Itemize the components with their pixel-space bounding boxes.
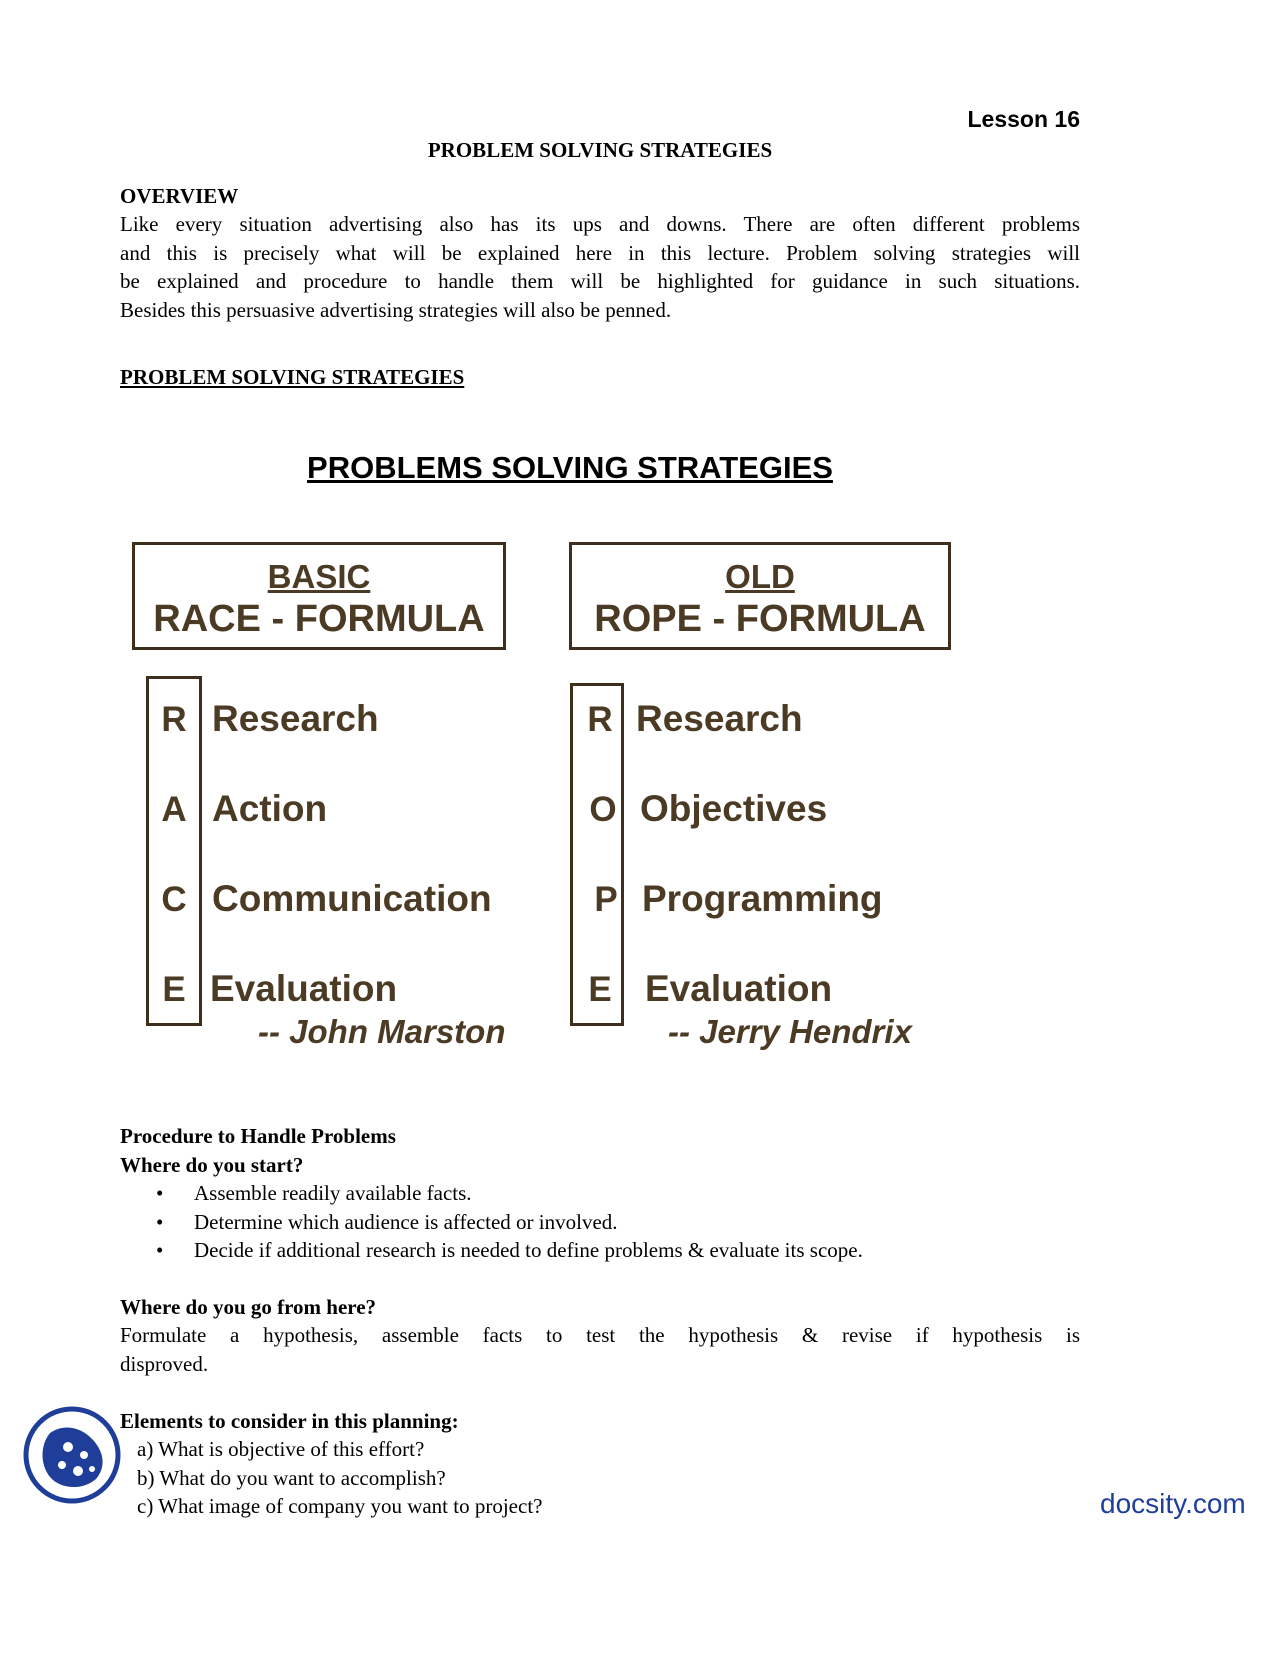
- rope-letter: E: [588, 970, 612, 1009]
- list-item-text: Determine which audience is affected or involved.: [194, 1209, 618, 1234]
- rope-word: Programming: [642, 878, 883, 919]
- race-box-formula: RACE - FORMULA: [153, 598, 485, 640]
- overview-line: Like every situation advertising also has its ups and downs. There are often different problems: [120, 212, 1080, 236]
- race-formula-box: [132, 542, 506, 650]
- lesson-label: Lesson 16: [967, 106, 1080, 132]
- rope-letter: P: [594, 880, 618, 919]
- race-box-top: BASIC: [267, 558, 371, 595]
- section-heading: PROBLEM SOLVING STRATEGIES: [120, 365, 465, 389]
- list-item: b) What do you want to accomplish?: [137, 1465, 446, 1490]
- bullet-icon: •: [156, 1181, 164, 1205]
- procedure-bullet-list: [150, 1179, 1080, 1265]
- race-letter: E: [162, 970, 186, 1009]
- race-letter: A: [161, 790, 187, 829]
- elements-list: [137, 1435, 1037, 1521]
- race-word: Evaluation: [210, 968, 398, 1009]
- procedure-heading: Procedure to Handle Problems: [120, 1124, 396, 1148]
- rope-box-formula: ROPE - FORMULA: [594, 598, 926, 640]
- race-word: Research: [212, 698, 379, 739]
- list-item: [150, 1208, 1080, 1237]
- list-item: c) What image of company you want to project?: [137, 1494, 543, 1518]
- start-question: Where do you start?: [120, 1153, 304, 1177]
- rope-letter: R: [587, 700, 613, 739]
- bullet-icon: •: [156, 1209, 164, 1234]
- elements-heading: Elements to consider in this planning:: [120, 1409, 459, 1433]
- list-item-text: Assemble readily available facts.: [194, 1181, 472, 1205]
- list-item: a) What is objective of this effort?: [137, 1437, 425, 1461]
- overview-paragraph: [120, 210, 1080, 324]
- docsity-watermark[interactable]: docsity.com: [1100, 1488, 1246, 1519]
- overview-line: be explained and procedure to handle them will be highlighted for guidance in such situations.: [120, 269, 1080, 293]
- next-question: Where do you go from here?: [120, 1295, 377, 1319]
- bullet-icon: •: [156, 1238, 164, 1262]
- rope-word: Evaluation: [645, 968, 833, 1009]
- overview-heading: OVERVIEW: [120, 184, 239, 208]
- race-author: -- John Marston: [258, 1013, 506, 1050]
- docsity-logo-icon[interactable]: [22, 1405, 122, 1505]
- hypothesis-line: disproved.: [120, 1351, 209, 1376]
- diagram-title: PROBLEMS SOLVING STRATEGIES: [307, 450, 833, 485]
- race-letter: C: [161, 880, 187, 919]
- page-title: PROBLEM SOLVING STRATEGIES: [427, 138, 773, 162]
- list-item-text: Decide if additional research is needed to define problems & evaluate its scope.: [194, 1238, 863, 1262]
- hypothesis-paragraph: [120, 1321, 1080, 1378]
- overview-line: and this is precisely what will be explained here in this lecture. Problem solving strategies will: [120, 240, 1080, 265]
- rope-word: Research: [636, 698, 803, 739]
- rope-letter: O: [589, 790, 617, 829]
- rope-formula-box: [569, 542, 951, 650]
- overview-line: Besides this persuasive advertising strategies will also be penned.: [120, 297, 672, 322]
- race-word: Communication: [212, 878, 492, 919]
- list-item: [150, 1179, 1080, 1208]
- rope-word: Objectives: [640, 788, 828, 829]
- race-letter: R: [161, 700, 187, 739]
- rope-box-top: OLD: [725, 558, 795, 595]
- list-item: [150, 1236, 1080, 1265]
- race-word: Action: [212, 788, 328, 829]
- hypothesis-line: Formulate a hypothesis, assemble facts to test the hypothesis & revise if hypothesis is: [120, 1323, 1080, 1347]
- rope-author: -- Jerry Hendrix: [668, 1013, 912, 1050]
